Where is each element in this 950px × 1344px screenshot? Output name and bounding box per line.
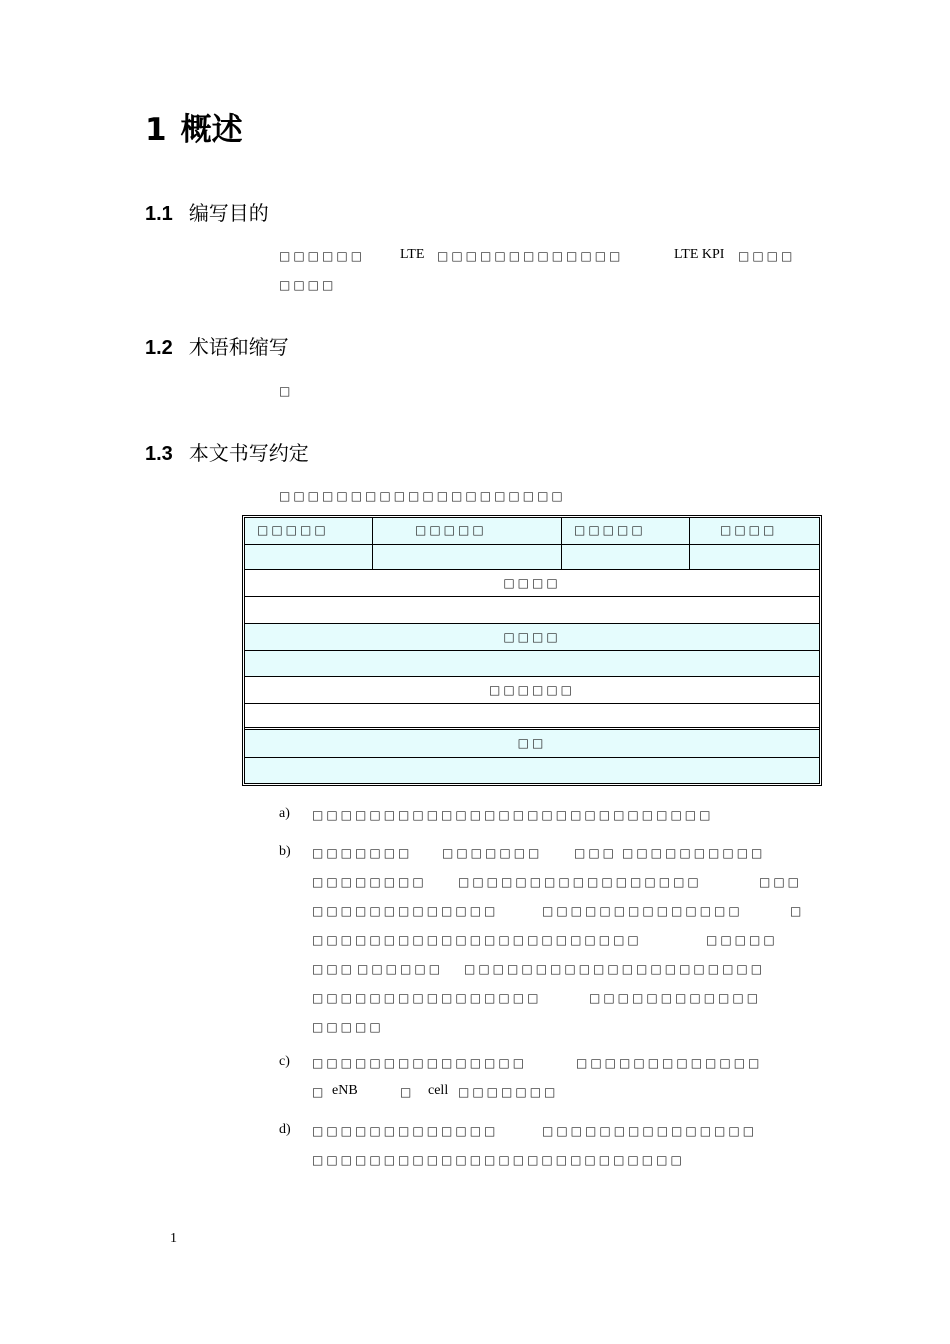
list-item-text: □: [790, 904, 805, 918]
table-header-row: [245, 518, 819, 545]
list-item-text: □□□□□□□: [458, 1085, 559, 1099]
s11-line2: □□□□: [279, 278, 337, 292]
table-section-label: □□□□: [245, 624, 819, 651]
page-number: 1: [170, 1231, 177, 1246]
list-item-text: □□□□□□□□□□□□□□□□□□□□□: [464, 962, 766, 976]
table-header-cell: □□□□□: [562, 518, 690, 544]
table-header-cell: □□□□: [720, 523, 778, 537]
list-item-text: □□□□□□□□□□□□□□: [542, 904, 743, 918]
table-row: [245, 651, 819, 677]
text-span: □□□□□□□□□□□□□: [437, 249, 624, 263]
section-heading-1-3: [145, 437, 309, 466]
list-item-text: □□□□□□□□□□□□□□□□□: [458, 875, 702, 889]
list-item-text: □□□□□□□□□□□□□: [312, 904, 499, 918]
table-cell: [562, 545, 690, 569]
s11-line1: [279, 247, 796, 264]
table-row: [245, 758, 819, 783]
table-row: [245, 704, 819, 730]
list-marker: c): [279, 1054, 290, 1069]
table-cell: [690, 545, 819, 569]
section-heading-1-2: [145, 331, 289, 360]
section-title: 本文书写约定: [188, 441, 309, 465]
list-item-text: □: [400, 1085, 415, 1099]
table-header-cell: □□□□□: [245, 518, 373, 544]
list-item-text: □□□□□□□□□□: [622, 846, 766, 860]
table-row: [245, 545, 819, 570]
section-title: 编写目的: [188, 201, 269, 225]
text-span-lte-kpi: LTE KPI: [674, 247, 725, 262]
list-item-text: □□□□□□□□□□□□□□□□: [312, 991, 542, 1005]
text-span: □□□□□□: [279, 249, 366, 263]
list-item-text: □□□□□□□□□□□□□□□: [312, 1056, 528, 1070]
list-item-text: □□□□□: [706, 933, 778, 947]
table-section-label: □□: [245, 730, 819, 758]
table-section-label: □□□□□□: [245, 677, 819, 704]
list-item-text: □□□□□□□: [312, 846, 413, 860]
list-item-text: □: [312, 1085, 327, 1099]
section-number: 1.2: [145, 337, 173, 359]
section-number: 1.1: [145, 203, 173, 225]
list-item-text: □□□□□□□□□□□□□□□□□□□□□□□□□□□□: [312, 808, 714, 822]
table-row: [245, 597, 819, 624]
list-marker: a): [279, 806, 290, 821]
list-marker: d): [279, 1122, 291, 1137]
list-marker: b): [279, 844, 291, 859]
list-item-text: □□□: [312, 962, 356, 976]
convention-table: [242, 515, 822, 786]
section-title: 术语和缩写: [188, 335, 289, 359]
list-item-text: □□□□□□□: [442, 846, 543, 860]
list-item-text: □□□□□□□□□□□□□□□: [542, 1124, 758, 1138]
text-span: □□□□: [738, 249, 796, 263]
text-span-lte: LTE: [400, 247, 425, 262]
section-heading-1-1: [145, 197, 269, 226]
s12-text: □: [279, 384, 294, 398]
list-item-text: □□□□□□□□□□□□□□□□□□□□□□□□□□: [312, 1153, 685, 1167]
list-item-text: □□□: [574, 846, 618, 860]
chapter-number: 1: [145, 112, 167, 148]
table-header-cell: □□□□□: [373, 518, 562, 544]
chapter-title: 概述: [180, 112, 243, 148]
list-item-text: cell: [428, 1083, 449, 1098]
list-item-text: □□□□□□□□□□□□□: [312, 1124, 499, 1138]
section-number: 1.3: [145, 443, 173, 465]
chapter-heading: [145, 104, 243, 149]
list-item-text: □□□□□□□□□□□□□: [576, 1056, 763, 1070]
list-item-text: □□□□□□□□□□□□: [589, 991, 762, 1005]
table-cell: [245, 545, 373, 569]
list-item-text: □□□□□□□□: [312, 875, 427, 889]
list-item-text: □□□□□: [312, 1020, 384, 1034]
list-item-text: □□□□□□: [357, 962, 444, 976]
table-section-label: □□□□: [245, 570, 819, 597]
table-cell: [373, 545, 562, 569]
s13-intro: □□□□□□□□□□□□□□□□□□□□: [279, 489, 566, 503]
list-item-text: □□□: [759, 875, 803, 889]
list-item-text: eNB: [332, 1083, 358, 1098]
list-item-text: □□□□□□□□□□□□□□□□□□□□□□□: [312, 933, 642, 947]
